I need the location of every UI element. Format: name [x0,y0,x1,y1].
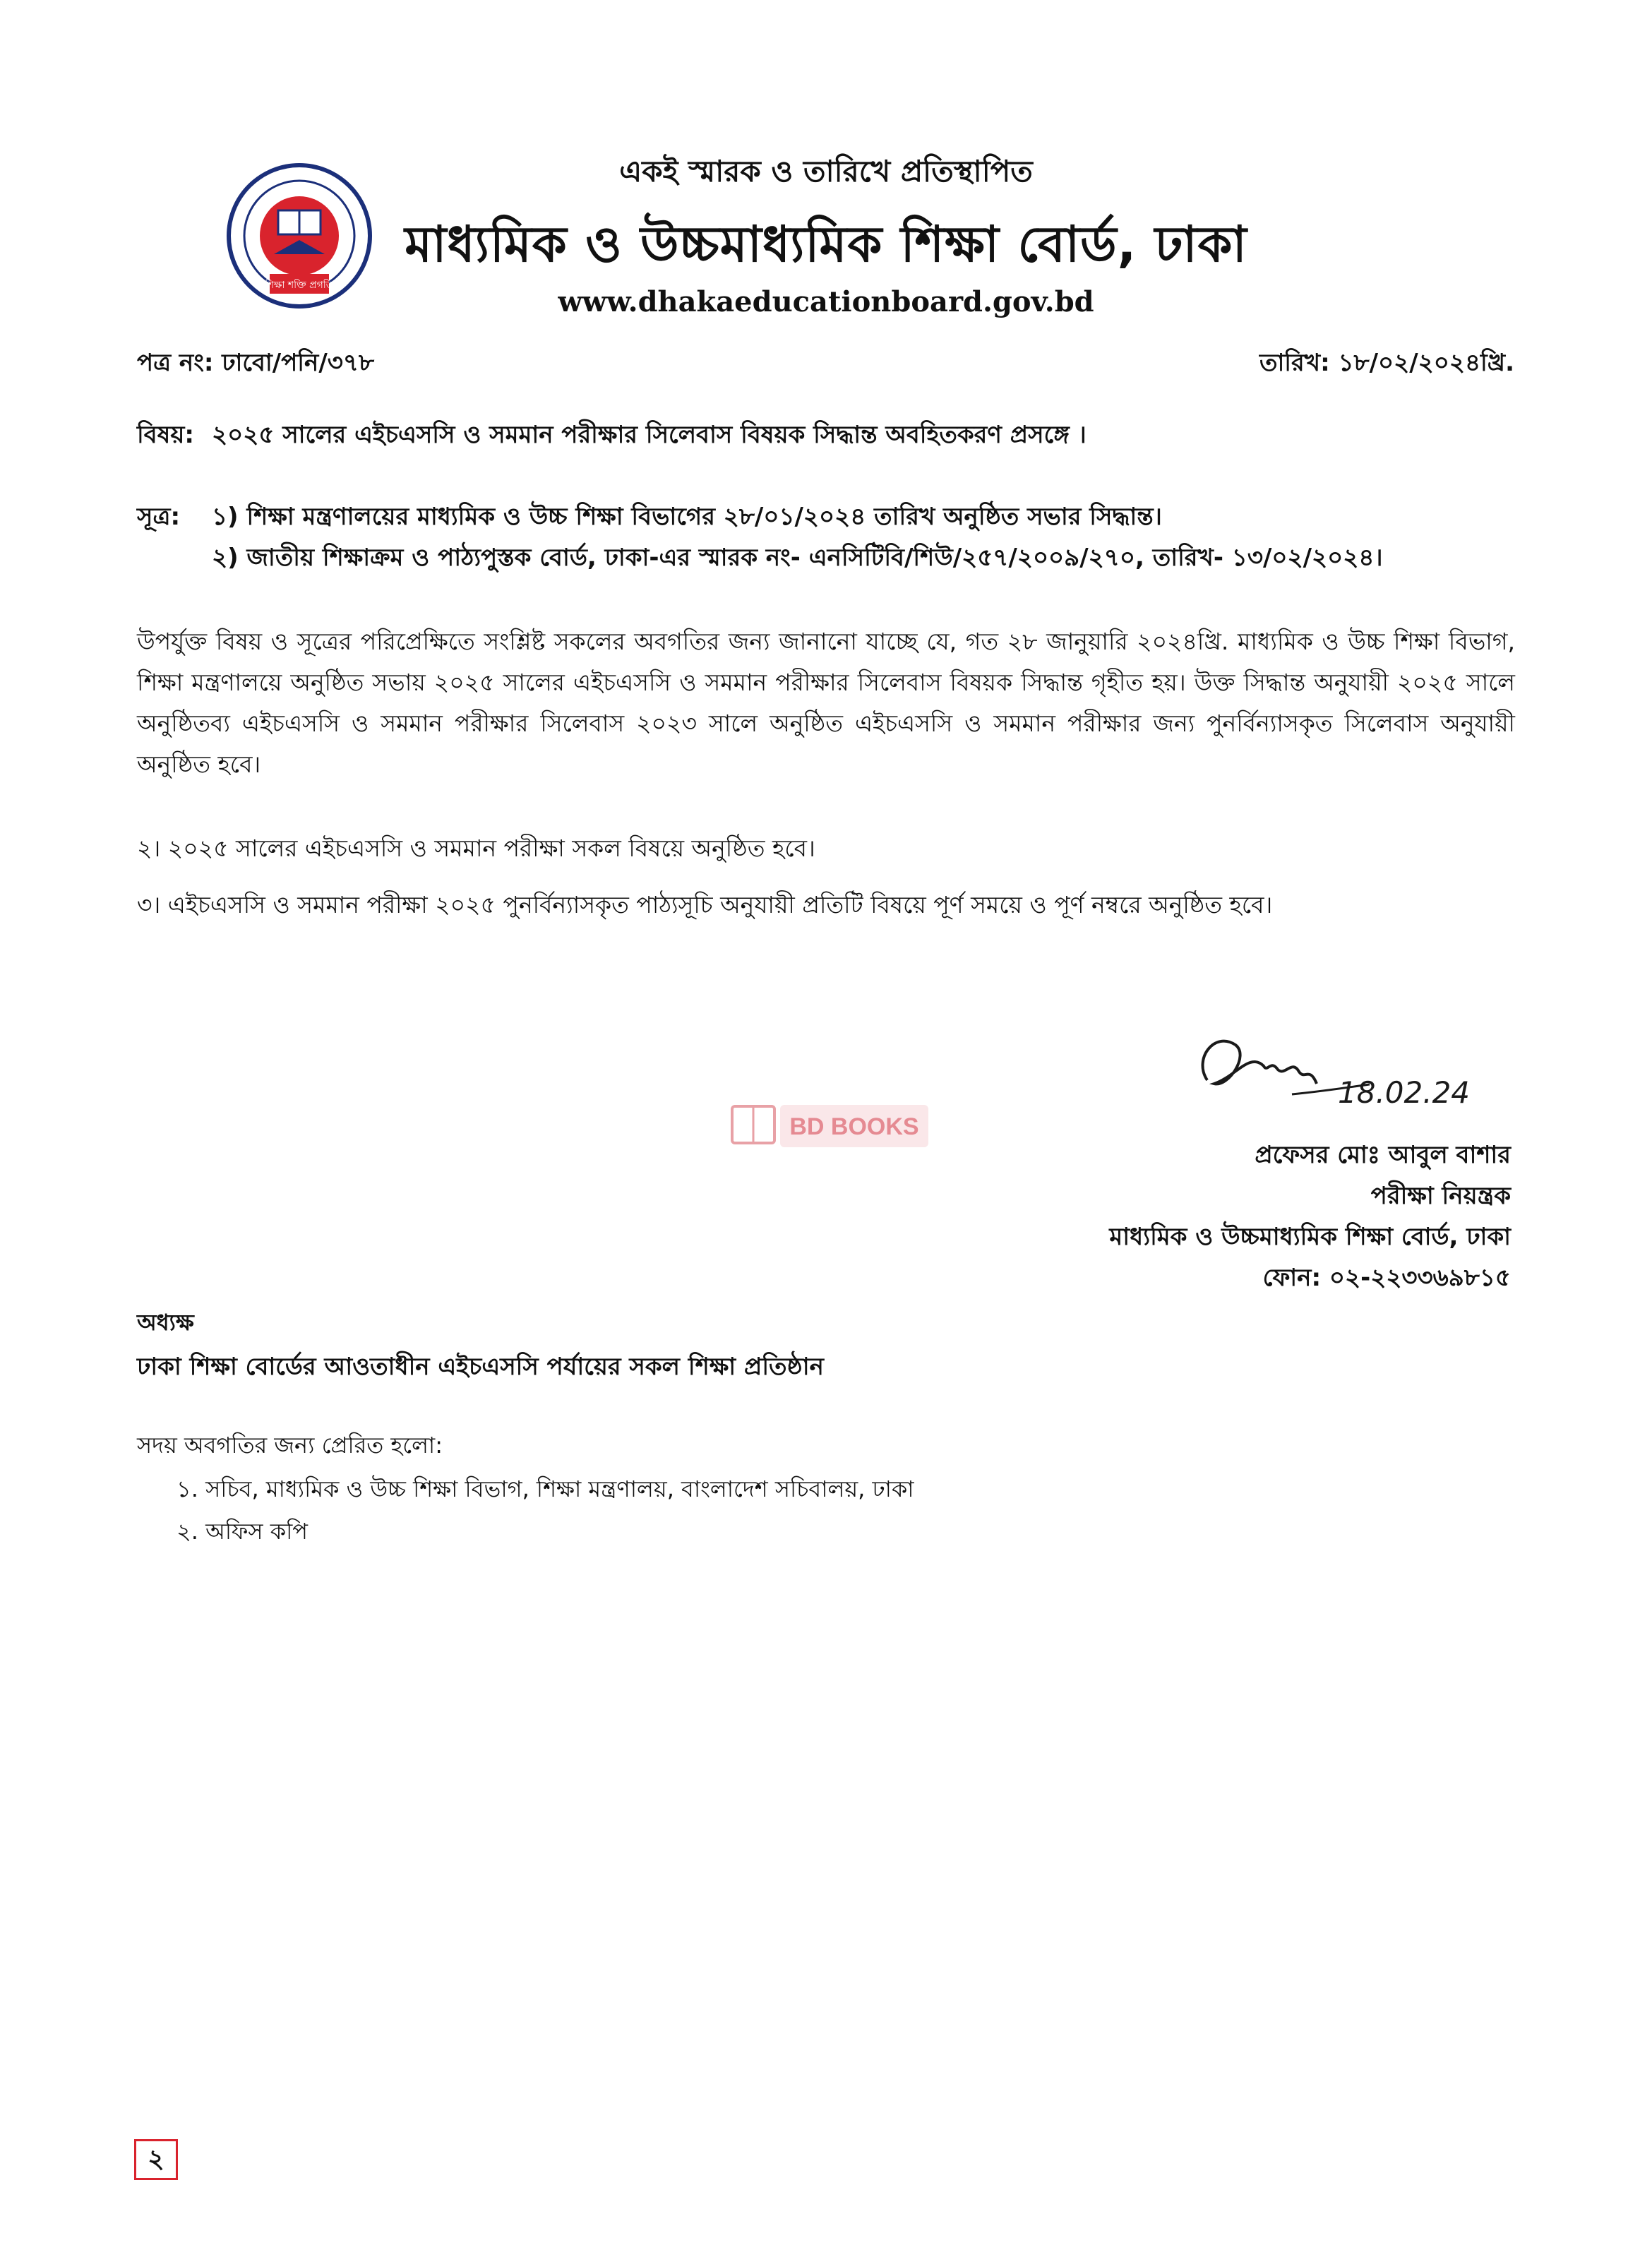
board-title: মাধ্যমিক ও উচ্চমাধ্যমিক শিক্ষা বোর্ড, ঢাকা [405,215,1247,273]
bd-books-watermark [731,1099,932,1153]
reference-item: ২) জাতীয় শিক্ষাক্রম ও পাঠ্যপুস্তক বোর্ড, ঢাকা-এর স্মারক নং- এনসিটিবি/শিউ/২৫৭/২০০৯/২৭০, তারিখ- ১৩/০২/২০২৪। [212,544,1383,572]
subject-text: ২০২৫ সালের এইচএসসি ও সমমান পরীক্ষার সিলেবাস বিষয়ক সিদ্ধান্ত অবহিতকরণ প্রসঙ্গে । [212,421,1087,449]
svg-text:BD BOOKS: BD BOOKS [789,1113,919,1140]
handwritten-signature [1186,1017,1511,1130]
subject-line [137,417,1087,457]
page-number: ২ [134,2139,178,2180]
cc-item: ২. অফিস কপি [176,1518,308,1545]
signer-office: মাধ্যমিক ও উচ্চমাধ্যমিক শিক্ষা বোর্ড, ঢাকা [1109,1223,1511,1251]
memo-number: পত্র নং: ঢাবো/পনি/৩৭৮ [137,349,375,377]
cc-heading: সদয় অবগতির জন্য প্রেরিত হলো: [137,1432,443,1459]
signer-phone: ফোন: ০২-২২৩৩৬৯৮১৫ [1262,1264,1511,1292]
addressee-institutions: ঢাকা শিক্ষা বোর্ডের আওতাধীন এইচএসসি পর্যায়ের সকল শিক্ষা প্রতিষ্ঠান [137,1353,824,1381]
subject-label: বিষয়: [137,421,195,449]
reference-label: সূত্র: [137,503,181,531]
board-website[interactable]: www.dhakaeducationboard.gov.bd [558,285,1094,318]
signer-name: প্রফেসর মোঃ আবুল বাশার [1255,1141,1511,1169]
point-3: ৩। এইচএসসি ও সমমান পরীক্ষা ২০২৫ পুনর্বিন্যাসকৃত পাঠ্যসূচি অনুযায়ী প্রতিটি বিষয়ে পূর্ণ সময়ে ও পূর্ণ নম্বরে অনুষ্ঠিত হবে। [137,891,1273,918]
reference-item: ১) শিক্ষা মন্ত্রণালয়ের মাধ্যমিক ও উচ্চ শিক্ষা বিভাগের ২৮/০১/২০২৪ তারিখ অনুষ্ঠিত সভার সিদ্ধান্ত। [212,503,1162,531]
point-2: ২। ২০২৫ সালের এইচএসসি ও সমমান পরীক্ষা সকল বিষয়ে অনুষ্ঠিত হবে। [137,834,815,862]
addressee-role: অধ্যক্ষ [137,1309,194,1336]
body-paragraph: উপর্যুক্ত বিষয় ও সূত্রের পরিপ্রেক্ষিতে সংশ্লিষ্ট সকলের অবগতির জন্য জানানো যাচ্ছে যে, গত ২৮ জানুয়ারি ২০২৪খ্রি. মাধ্যমিক ও উচ্চ শিক্ষা বিভাগ, শিক্ষা মন্ত্রণালয়ে অনুষ্ঠিত সভায় ২০২৫ সালের এইচএসসি ও সমমান পরীক্ষার সিলেবাস বিষয়ক সিদ্ধান্ত গৃহীত হয়। উক্ত সিদ্ধান্ত অনুযায়ী ২০২৫ সালে অনুষ্ঠিতব্য এইচএসসি ও সমমান পরীক্ষার সিলেবাস ২০২৩ সালে অনুষ্ঠিত এইচএসসি ও সমমান পরীক্ষার জন্য পুনর্বিন্যাসকৃত সিলেবাস অনুযায়ী অনুষ্ঠিত হবে। [137,628,1515,778]
replacement-note: একই স্মারক ও তারিখে প্রতিস্থাপিত [619,154,1033,188]
cc-item: ১. সচিব, মাধ্যমিক ও উচ্চ শিক্ষা বিভাগ, শিক্ষা মন্ত্রণালয়, বাংলাদেশ সচিবালয়, ঢাকা [176,1476,914,1502]
svg-text:18.02.24: 18.02.24 [1338,1075,1471,1110]
signer-designation: পরীক্ষা নিয়ন্ত্রক [1370,1182,1511,1210]
svg-text:শিক্ষা শক্তি প্রগতি: শিক্ষা শক্তি প্রগতি [265,280,334,291]
letter-date: তারিখ: ১৮/০২/২০২৪খ্রি. [1259,349,1514,377]
